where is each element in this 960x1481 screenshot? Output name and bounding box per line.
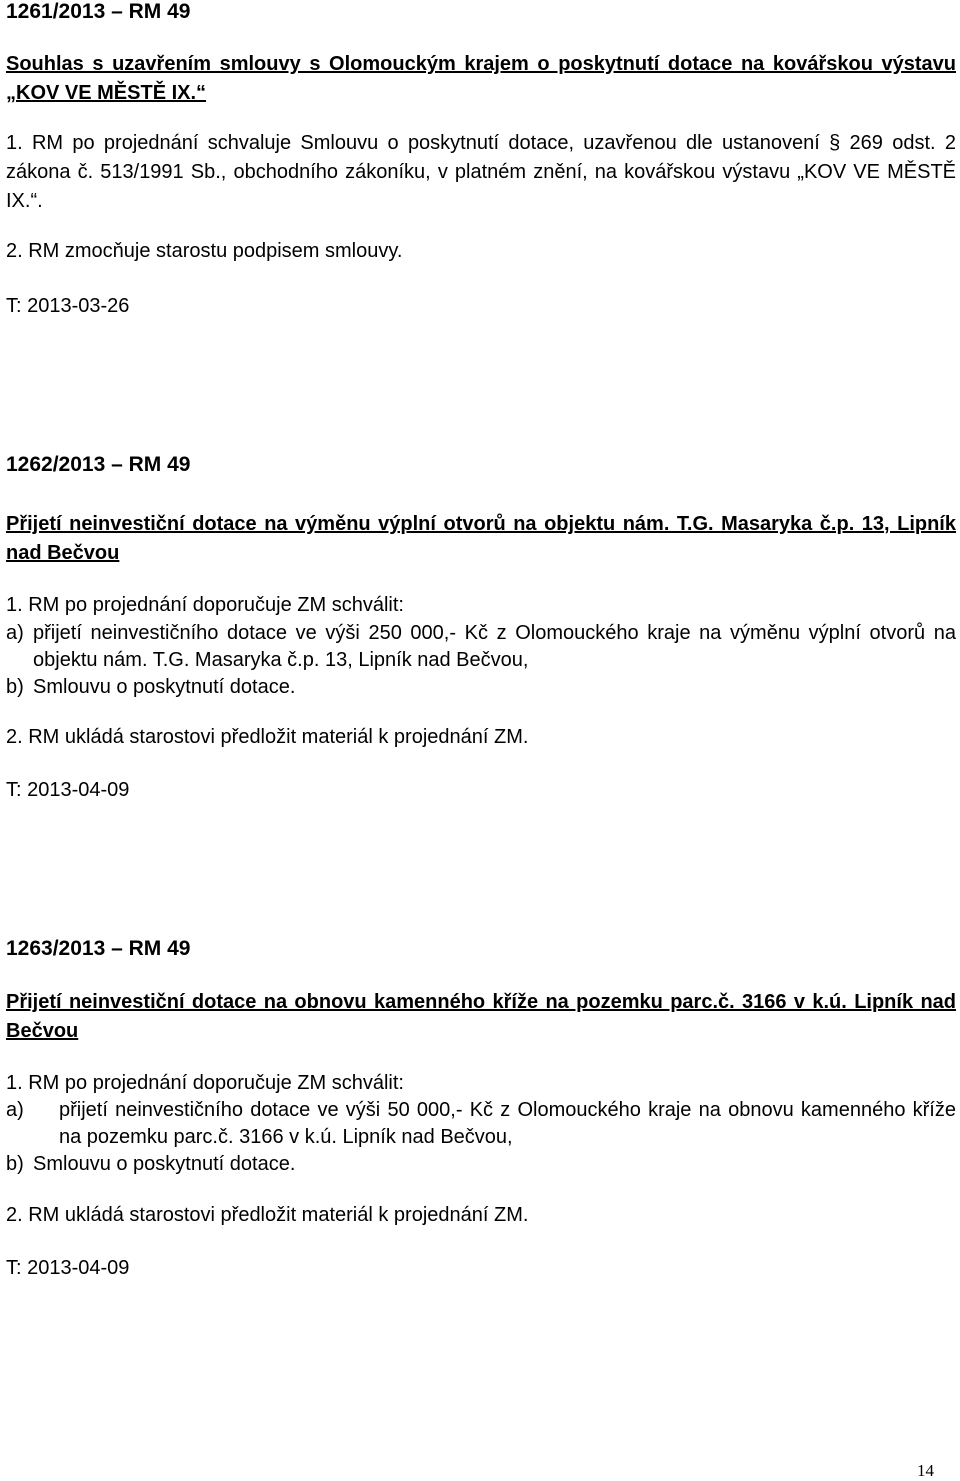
resolution-point-1: 1. RM po projednání doporučuje ZM schválit: — [6, 1072, 404, 1094]
resolution-title: Souhlas s uzavřením smlouvy s Olomouckým krajem o poskytnutí dotace na kovářskou výstavu „KOV VE MĚSTĚ IX.“ — [6, 53, 956, 104]
item-text: Smlouvu o poskytnutí dotace. — [33, 676, 296, 698]
resolution-title: Přijetí neinvestiční dotace na obnovu kamenného kříže na pozemku parc.č. 3166 v k.ú. Lipník nad Bečvou — [6, 991, 956, 1042]
item-text: Smlouvu o poskytnutí dotace. — [33, 1153, 296, 1175]
item-label: b) — [6, 676, 24, 698]
resolution-title: Přijetí neinvestiční dotace na výměnu výplní otvorů na objektu nám. T.G. Masaryka č.p. 13, Lipník nad Bečvou — [6, 513, 956, 564]
item-text: přijetí neinvestičního dotace ve výši 250 000,- Kč z Olomouckého kraje na výměnu výplní otvorů na objektu nám. T.G. Masaryka č.p. 13, Lipník nad Bečvou, — [33, 622, 956, 671]
item-label: b) — [6, 1153, 24, 1175]
resolution-point-1: 1. RM po projednání doporučuje ZM schválit: — [6, 594, 404, 616]
resolution-number: 1263/2013 – RM 49 — [6, 937, 191, 960]
resolution-number: 1262/2013 – RM 49 — [6, 453, 191, 476]
page-number: 14 — [917, 1461, 934, 1480]
resolution-item-b — [6, 674, 956, 701]
resolution-item-b — [6, 1151, 956, 1178]
resolution-item-a — [6, 1097, 956, 1151]
resolution-point-2: 2. RM ukládá starostovi předložit materiál k projednání ZM. — [6, 726, 529, 748]
resolution-point-2: 2. RM ukládá starostovi předložit materiál k projednání ZM. — [6, 1204, 529, 1226]
resolution-deadline: T: 2013-04-09 — [6, 779, 130, 801]
item-text: přijetí neinvestičního dotace ve výši 50 000,- Kč z Olomouckého kraje na obnovu kamenného kříže na pozemku parc.č. 3166 v k.ú. Lipník nad Bečvou, — [59, 1099, 956, 1148]
resolution-item-a — [6, 620, 956, 674]
resolution-deadline: T: 2013-04-09 — [6, 1257, 130, 1279]
resolution-number: 1261/2013 – RM 49 — [6, 0, 191, 23]
item-label: a) — [6, 1099, 24, 1121]
resolution-point-1: 1. RM po projednání schvaluje Smlouvu o poskytnutí dotace, uzavřenou dle ustanovení § 269 odst. 2 zákona č. 513/1991 Sb., obchodního zákoníku, v platném znění, na kovářskou výstavu „KOV VE MĚSTĚ IX.“. — [6, 132, 956, 212]
item-label: a) — [6, 622, 24, 644]
resolution-point-2: 2. RM zmocňuje starostu podpisem smlouvy. — [6, 240, 403, 262]
resolution-deadline: T: 2013-03-26 — [6, 295, 130, 317]
